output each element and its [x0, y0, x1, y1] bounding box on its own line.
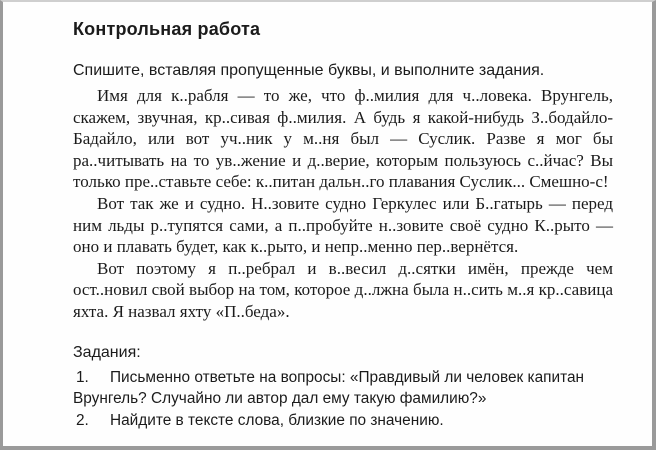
exercise-text — [73, 85, 613, 323]
tasks-heading: Задания: — [73, 344, 141, 361]
task-text: Найдите в тексте слова, близкие по значению. — [110, 412, 444, 429]
page-title: Контрольная работа — [73, 19, 261, 39]
task-number: 2. — [76, 412, 89, 429]
instruction-text: Спишите, вставляя пропущенные буквы, и выполните задания. — [73, 62, 545, 79]
paragraph-3: Вот поэтому я п..ребрал и в..весил д..сятки имён, прежде чем ост..новил свой выбор на том, которое д..лжна была н..сить м..я кр..савица яхта. Я назвал яхту «П..беда». — [73, 258, 613, 321]
task-number: 1. — [76, 369, 89, 386]
task-text: Письменно ответьте на вопросы: «Правдивый ли человек капитан Врунгель? Случайно ли автор дал ему такую фамилию?» — [73, 369, 585, 407]
task-item — [73, 367, 618, 409]
task-item — [73, 410, 618, 431]
paragraph-2: Вот так же и судно. Н..зовите судно Геркулес или Б..гатырь — перед ним льды р..тупятся сами, а п..пробуйте н..зовите своё судно К..рыто — оно и плавать будет, как к..рыто, и непр..менно пер..вернётся. — [73, 193, 613, 257]
paragraph-1: Имя для к..рабля — то же, что ф..милия для ч..ловека. Врунгель, скажем, звучная, кр..сивая ф..милия. А будь я какой-нибудь З..бодайло-Бадайло, или вот уч..ник у м..ня был — Суслик. Разве я мог бы ра..читывать на то ув..жение и д..верие, которым пользуюсь с..йчас? Вы только пре..ставьте себе: к..питан дальн..го плавания Суслик... Смешно-с! — [73, 86, 613, 192]
